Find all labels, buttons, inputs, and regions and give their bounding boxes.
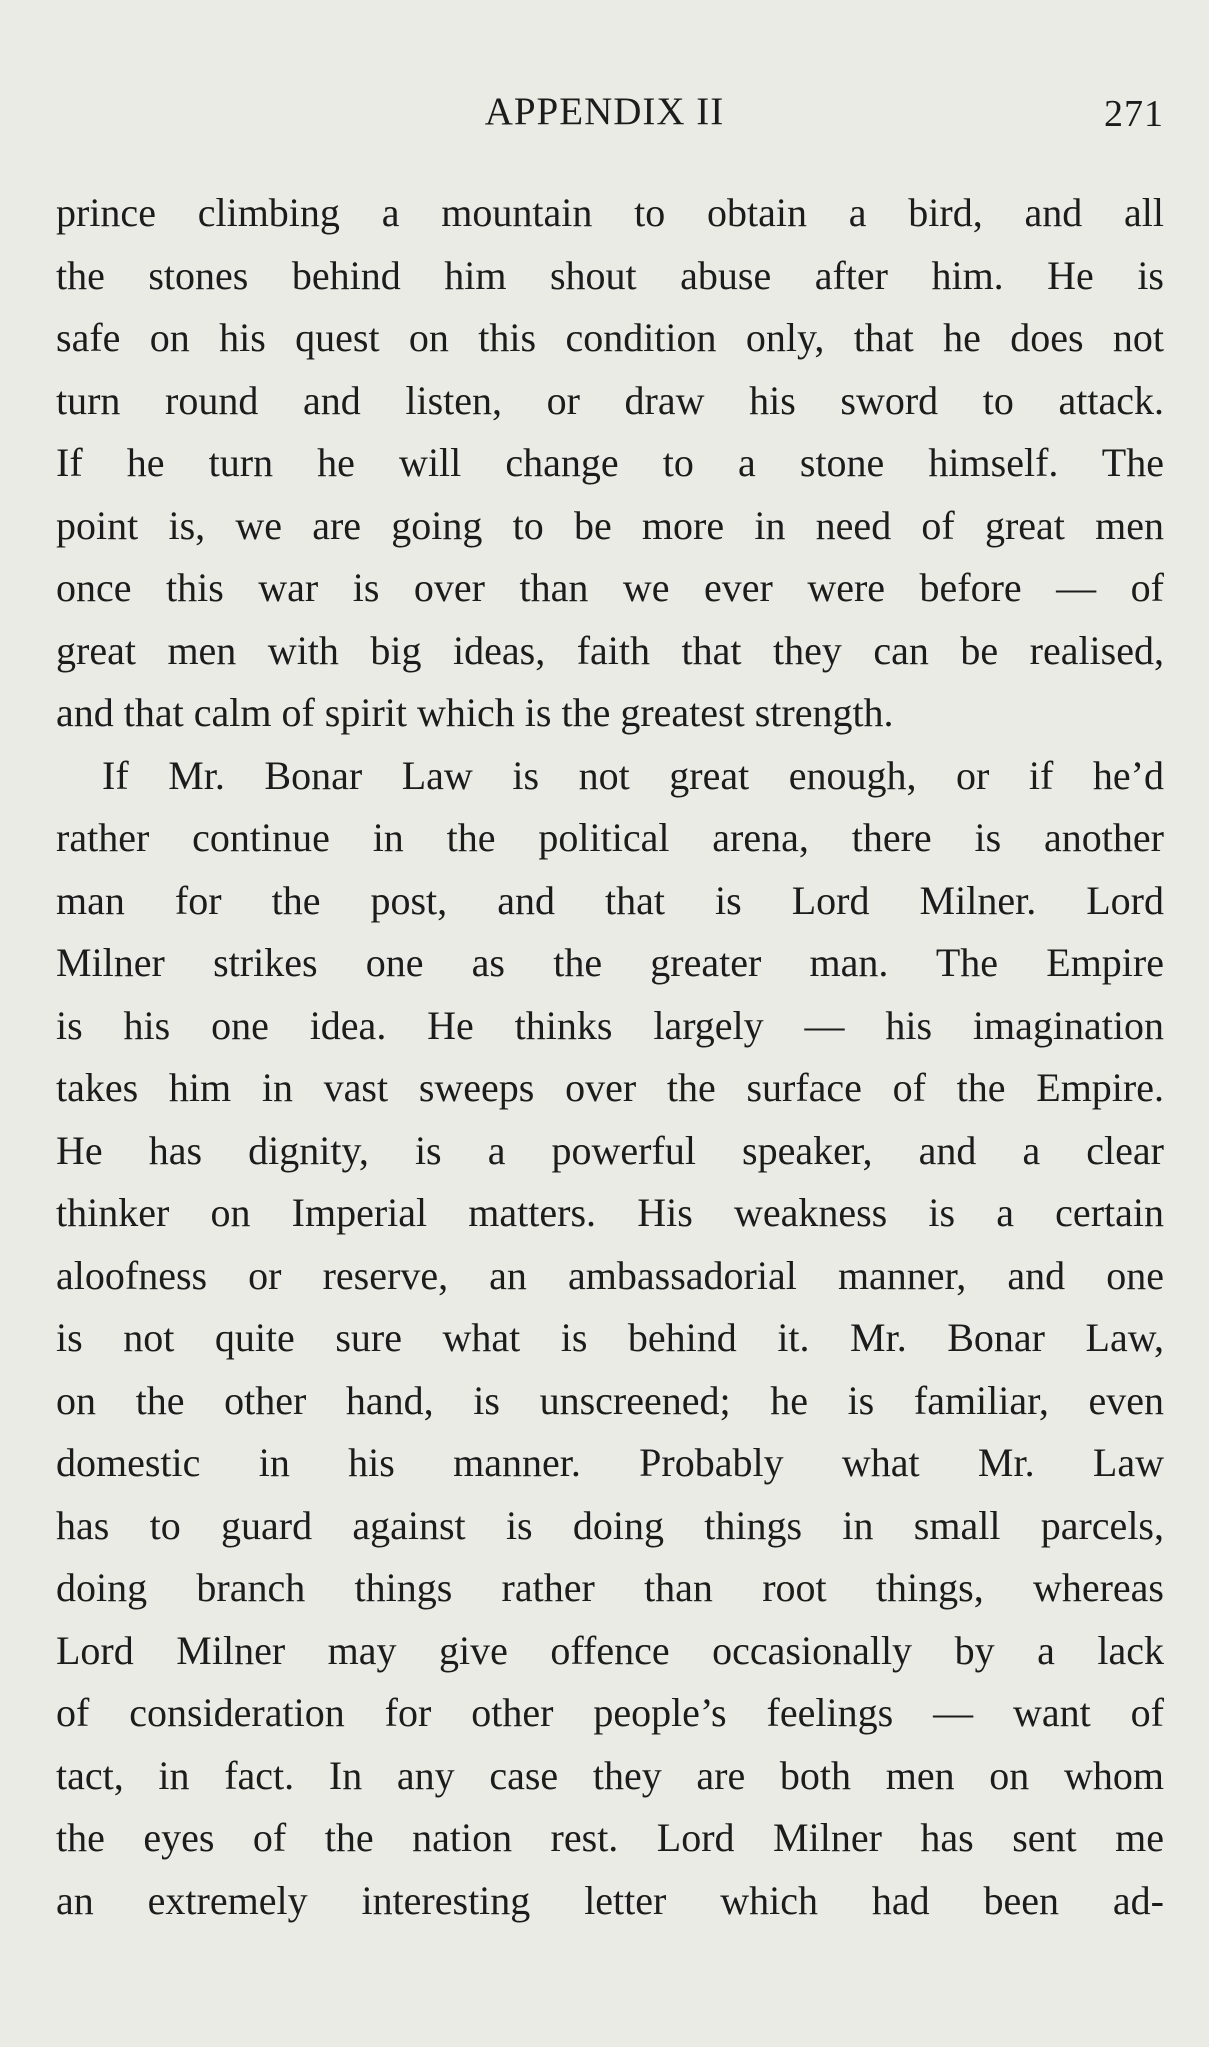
text-line: and that calm of spirit which is the greatest strength. <box>56 690 894 735</box>
paragraph-2 <box>56 745 1164 1933</box>
text-line: of consideration for other people’s feelings — want of <box>56 1690 1164 1735</box>
text-line: is his one idea. He thinks largely — his imagination <box>56 1002 1164 1048</box>
text-line: once this war is over than we ever were before — of <box>56 565 1164 610</box>
text-line: great men with big ideas, faith that they can be realised, <box>56 627 1164 673</box>
text-line: is not quite sure what is behind it. Mr. Bonar Law, <box>56 1315 1164 1360</box>
text-line: domestic in his manner. Probably what Mr. Law <box>56 1440 1164 1485</box>
text-line: rather continue in the political arena, there is another <box>56 815 1164 860</box>
text-line: safe on his quest on this condition only, that he does not <box>56 315 1164 360</box>
text-line: Milner strikes one as the greater man. The Empire <box>56 940 1164 985</box>
text-line: thinker on Imperial matters. His weakness is a certain <box>56 1190 1164 1235</box>
body-text <box>56 182 1164 1932</box>
text-line: prince climbing a mountain to obtain a bird, and all <box>56 190 1164 235</box>
text-line: on the other hand, is unscreened; he is familiar, even <box>56 1377 1164 1423</box>
text-line: Lord Milner may give offence occasionally by a lack <box>56 1627 1164 1673</box>
text-line: tact, in fact. In any case they are both men on whom <box>56 1752 1164 1798</box>
text-line: aloofness or reserve, an ambassadorial manner, and one <box>56 1252 1164 1298</box>
text-line: man for the post, and that is Lord Milner. Lord <box>56 877 1164 923</box>
text-line: has to guard against is doing things in small parcels, <box>56 1502 1164 1548</box>
running-title: APPENDIX II <box>484 90 725 133</box>
text-line: doing branch things rather than root things, whereas <box>56 1565 1164 1610</box>
text-line: the eyes of the nation rest. Lord Milner has sent me <box>56 1815 1164 1860</box>
text-line: takes him in vast sweeps over the surface of the Empire. <box>56 1065 1164 1110</box>
text-line: He has dignity, is a powerful speaker, and a clear <box>56 1127 1164 1173</box>
text-line: turn round and listen, or draw his sword to attack. <box>56 377 1164 423</box>
paragraph-1 <box>56 182 1164 745</box>
text-line: point is, we are going to be more in need of great men <box>56 502 1164 548</box>
text-line: If Mr. Bonar Law is not great enough, or if he’d <box>102 752 1164 798</box>
text-line: the stones behind him shout abuse after him. He is <box>56 252 1164 298</box>
page-number: 271 <box>1104 93 1164 135</box>
text-line: If he turn he will change to a stone himself. The <box>56 440 1164 485</box>
text-line: an extremely interesting letter which had been ad- <box>56 1877 1164 1923</box>
